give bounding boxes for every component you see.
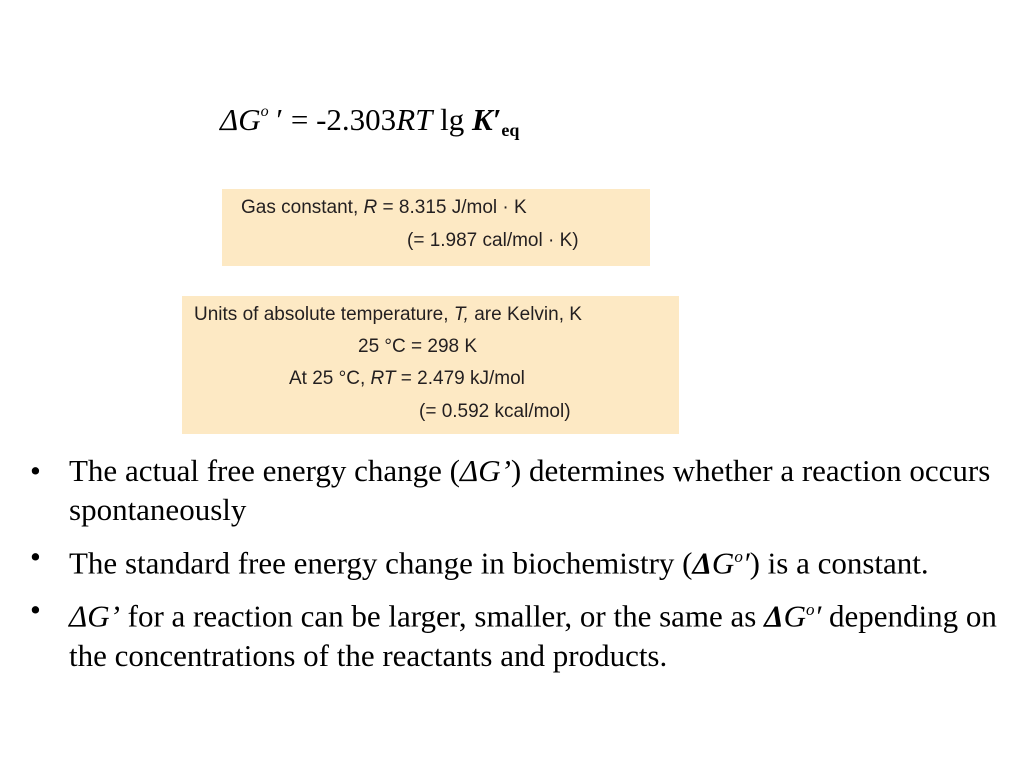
gas-constant-box [222, 189, 650, 266]
delta-g-prime-symbol: ΔG’ [460, 453, 511, 488]
lg-operator: lg [432, 102, 472, 137]
k-eq-symbol: K′ [472, 102, 502, 137]
bullet-marker: • [30, 592, 41, 628]
rt-kcal-line: (= 0.592 kcal/mol) [419, 401, 571, 422]
bullet-marker: • [30, 453, 41, 488]
delta-symbol: Δ [692, 545, 712, 581]
eq-subscript: eq [501, 120, 520, 140]
rt-symbol: RT [396, 102, 433, 137]
free-energy-equation [220, 104, 519, 139]
temperature-units-box [182, 296, 679, 434]
gas-constant-line [241, 192, 527, 224]
equation-coefficient: ′ = -2.303 [268, 102, 397, 137]
bullet-list [30, 451, 1000, 683]
delta-symbol: Δ [220, 102, 239, 137]
celsius-kelvin-line: 25 °C = 298 K [358, 336, 478, 357]
temperature-units-label: Units of absolute temperature, [194, 304, 454, 325]
standard-superscript: o [260, 103, 269, 120]
bullet-marker: • [30, 539, 41, 574]
g-symbol: G [238, 102, 261, 137]
rt-value: = 2.479 kJ/mol [395, 368, 525, 389]
list-item: • The actual free energy change (ΔG’) determines whether a reaction occurs spontaneously [30, 453, 991, 527]
delta-g-prime-symbol: ΔG’ [69, 598, 120, 634]
rt-value-line [289, 363, 525, 395]
temperature-units-line [194, 299, 582, 331]
gas-constant-label: Gas constant, [241, 197, 364, 218]
list-item: • ΔG’ for a reaction can be larger, smaller, or the same as $\Delta G^o'$ depending on the concentrations of the reactants and products. [30, 592, 997, 673]
list-item: • The standard free energy change in biochemistry $(\Delta G^o')$ is a constant. [30, 539, 929, 581]
gas-constant-cal-line: (= 1.987 cal/mol · K) [407, 230, 579, 251]
gas-constant-value: = 8.315 J/mol · K [377, 197, 527, 218]
r-symbol: R [363, 197, 378, 218]
rt-var: RT [370, 368, 396, 389]
rt-value-label: At 25 °C, [289, 368, 371, 389]
delta-symbol: Δ [764, 598, 784, 634]
temperature-units-value: are Kelvin, K [468, 304, 582, 325]
t-symbol: T, [453, 304, 469, 325]
